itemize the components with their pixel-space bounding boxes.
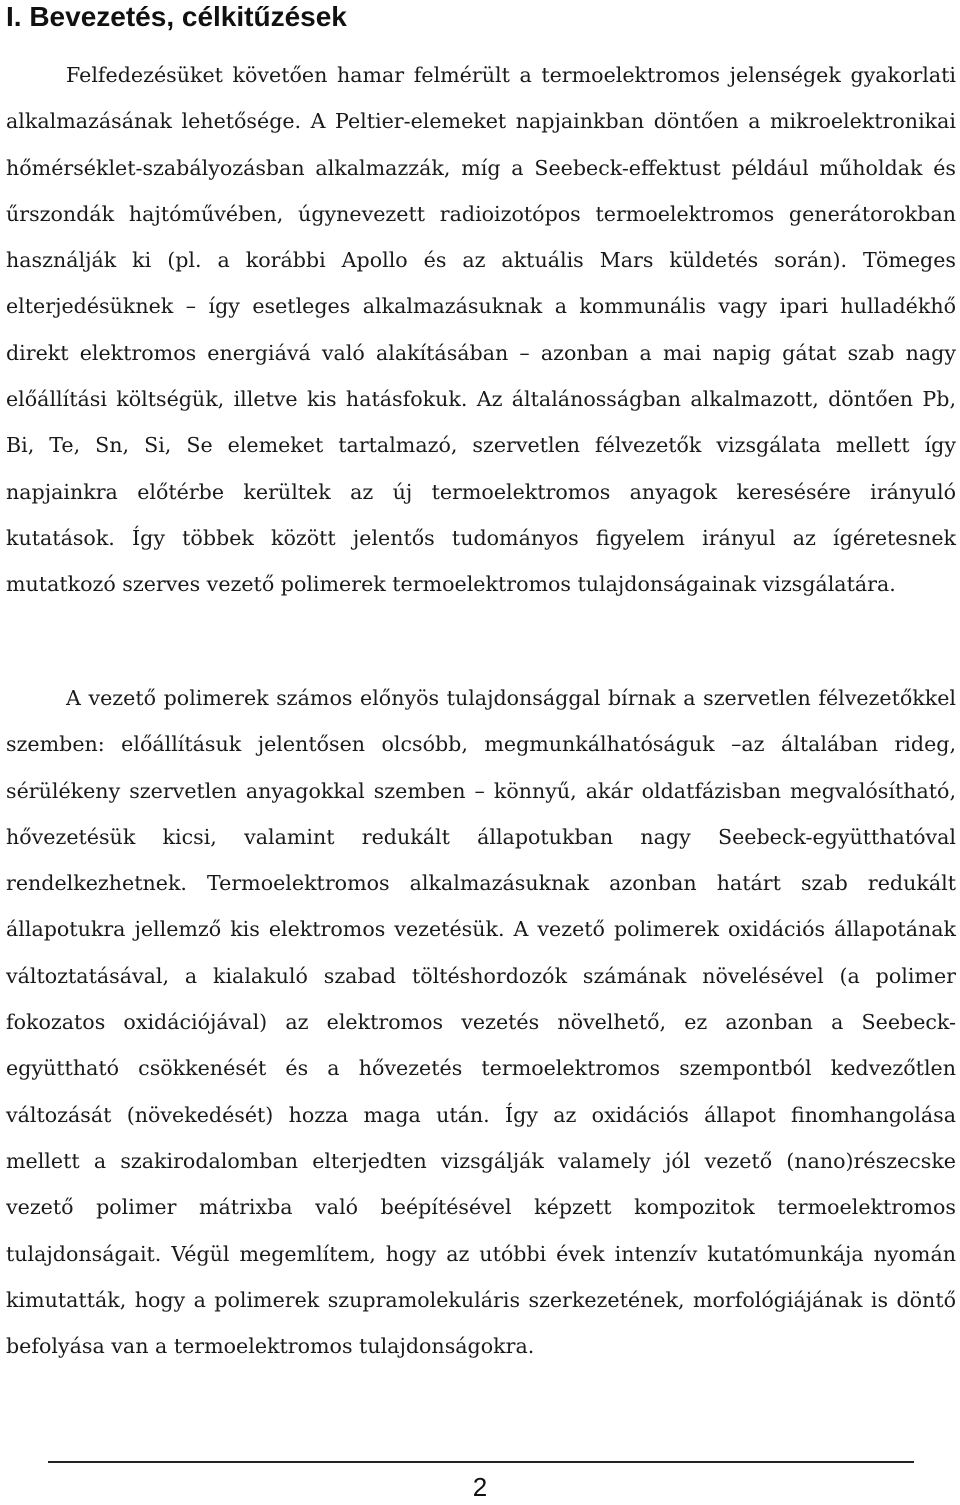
footer-divider bbox=[48, 1461, 914, 1463]
section-heading: I. Bevezetés, célkitűzések bbox=[6, 1, 347, 32]
paragraph-conducting-polymers bbox=[6, 675, 956, 1369]
paragraph-intro-text: Felfedezésüket követően hamar felmérült a termoelektromos jelenségek gyakorlati alkalmazásának lehetősége. A Peltier-elemeket napjainkban döntően a mikroelektronikai hőmérséklet-szabályozásban alkalmazzák, míg a Seebeck-effektust például műholdak és űrszondák hajtóművében, úgynevezett radioizotópos termoelektromos generátorokban használják ki (pl. a korábbi Apollo és az aktuális Mars küldetés során). Tömeges elterjedésüknek – így esetleges alkalmazásuknak a kommunális vagy ipari hulladékhő direkt elektromos energiává való alakításában – azonban a mai napig gátat szab nagy előállítási költségük, illetve kis hatásfokuk. Az általánosságban alkalmazott, döntően Pb, Bi, Te, Sn, Si, Se elemeket tartalmazó, szervetlen félvezetők vizsgálata mellett így napjainkra előtérbe kerültek az új termoelektromos anyagok keresésére irányuló kutatások. Így többek között jelentős tudományos figyelem irányul az ígéretesnek mutatkozó szerves vezető polimerek termoelektromos tulajdonságainak vizsgálatára. bbox=[6, 63, 956, 597]
page-number: 2 bbox=[472, 1472, 488, 1502]
paragraph-intro bbox=[6, 52, 956, 608]
paragraph-conducting-polymers-text: A vezető polimerek számos előnyös tulajdonsággal bírnak a szervetlen félvezetőkkel szemben: előállításuk jelentősen olcsóbb, megmunkálhatóságuk –az általában rideg, sérülékeny szervetlen anyagokkal szemben – könnyű, akár oldatfázisban megvalósítható, hővezetésük kicsi, valamint redukált állapotukban nagy Seebeck-együtthatóval rendelkezhetnek. Termoelektromos alkalmazásuknak azonban határt szab redukált állapotukra jellemző kis elektromos vezetésük. A vezető polimerek oxidációs állapotának változtatásával, a kialakuló szabad töltéshordozók számának növelésével (a polimer fokozatos oxidációjával) az elektromos vezetés növelhető, ez azonban a Seebeck-együttható csökkenését és a hővezetés termoelektromos szempontból kedvezőtlen változását (növekedését) hozza maga után. Így az oxidációs állapot finomhangolása mellett a szakirodalomban elterjedten vizsgálják valamely jól vezető (nano)részecske vezető polimer mátrixba való beépítésével képzett kompozitok termoelektromos tulajdonságait. Végül megemlítem, hogy az utóbbi évek intenzív kutatómunkája nyomán kimutatták, hogy a polimerek szupramolekuláris szerkezetének, morfológiájának is döntő befolyása van a termoelektromos tulajdonságokra. bbox=[6, 686, 956, 1359]
